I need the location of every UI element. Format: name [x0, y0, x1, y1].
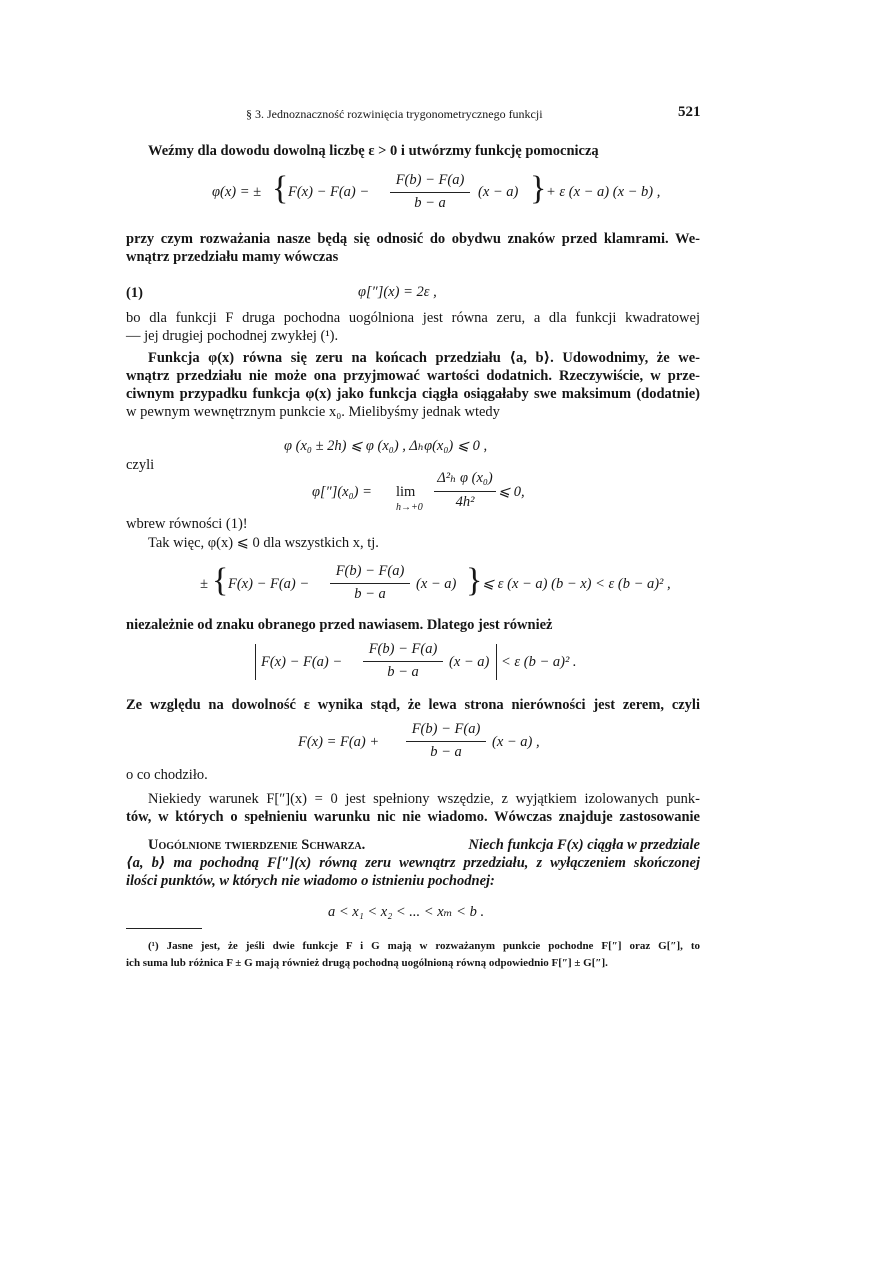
theorem-title: Uogólnione twierdzenie Schwarza.: [148, 837, 366, 853]
paragraph-4-line-4: w pewnym wewnętrznym punkcie x₀. Mielibyśmy jednak wtedy: [126, 404, 500, 420]
paragraph-intro: Weźmy dla dowodu dowolną liczbę ε > 0 i utwórzmy funkcję pomocniczą: [148, 143, 599, 159]
paragraph-4-line-1: Funkcja φ(x) równa się zeru na końcach przedziału ⟨a, b⟩. Udowodnimy, że we-: [148, 350, 700, 366]
eq5-inner-right: (x − a): [449, 654, 490, 670]
paragraph-8-line-2: tów, w których o spełnieniu warunku nic nie wiadomo. Wówczas znajduje zastosowanie: [126, 809, 700, 825]
right-brace: }: [466, 562, 483, 599]
paragraph-7: o co chodziło.: [126, 767, 208, 783]
paragraph-2-line-1: przy czym rozważania nasze będą się odnosić do obydwu znaków przed klamrami. We-: [126, 231, 700, 247]
eq4-lhs: ±: [200, 576, 208, 592]
eq-phi-inner-left: F(x) − F(a) −: [288, 184, 370, 200]
paragraph-8-line-1: Niekiedy warunek F[″](x) = 0 jest spełniony wszędzie, z wyjątkiem izolowanych punk-: [148, 791, 700, 807]
abs-bar-left: [255, 644, 256, 680]
equation-2: φ (x₀ ± 2h) ⩽ φ (x₀) , Δₕφ(x₀) ⩽ 0 ,: [284, 438, 488, 454]
right-brace: }: [530, 170, 547, 207]
eq3-frac-num: Δ²ₕ φ (x₀): [437, 470, 493, 486]
running-header: § 3. Jednoznaczność rozwinięcia trygonometrycznego funkcji: [246, 107, 543, 121]
theorem-line-2: ⟨a, b⟩ ma pochodną F[″](x) równą zeru wewnątrz przedziału, z wyłączeniem skończonej: [126, 855, 700, 871]
theorem-line-1: [148, 836, 700, 854]
eq5-tail: < ε (b − a)² .: [501, 654, 577, 670]
fraction-bar: [434, 491, 496, 492]
eq4-inner-right: (x − a): [416, 576, 457, 592]
eq-phi-frac-den: b − a: [414, 195, 446, 211]
paragraph-2-line-2: wnątrz przedziału mamy wówczas: [126, 249, 339, 265]
eq6-tail: (x − a) ,: [492, 734, 540, 750]
paragraph-wbrew: wbrew równości (1)!: [126, 516, 248, 532]
paragraph-3-line-2: — jej drugiej pochodnej zwykłej (¹).: [126, 328, 339, 344]
equation-1: φ[″](x) = 2ε ,: [358, 284, 437, 300]
paragraph-4-line-2: wnątrz przedziału nie może ona przyjmować wartości dodatnich. Rzeczywiście, w prze-: [126, 368, 700, 384]
left-brace: {: [272, 170, 289, 207]
eq-phi-lhs: φ(x) = ±: [212, 184, 262, 200]
abs-bar-right: [496, 644, 497, 680]
theorem-line-3: ilości punktów, w których nie wiadomo o istnieniu pochodnej:: [126, 873, 495, 889]
eq3-frac-den: 4h²: [455, 494, 475, 510]
eq6-lhs: F(x) = F(a) +: [298, 734, 380, 750]
equation-1-label: (1): [126, 285, 143, 301]
eq3-lhs: φ[″](x₀) =: [312, 484, 372, 500]
paragraph-6: Ze względu na dowolność ε wynika stąd, że lewa strona nierówności jest zerem, czyli: [126, 697, 700, 713]
eq-phi-inner-right: (x − a): [478, 184, 519, 200]
footnote-line-1: (¹) Jasne jest, że jeśli dwie funkcje F i G mają w rozważanym punkcie pochodne F[″] oraz G[″], to: [148, 940, 700, 952]
equation-7: a < x₁ < x₂ < ... < xₘ < b .: [328, 904, 485, 920]
eq-phi-tail: + ε (x − a) (x − b) ,: [546, 184, 661, 200]
eq3-lim-sub: h→+0: [396, 502, 423, 513]
paragraph-4-line-3: ciwnym przypadku funkcja φ(x) jako funkcja ciągła osiągałaby swe maksimum (dodatnie): [126, 386, 700, 402]
theorem-line-1-rest: Niech funkcja F(x) ciągła w przedziale: [468, 837, 700, 853]
footnote-rule: [126, 928, 202, 929]
eq-phi-frac-num: F(b) − F(a): [395, 172, 465, 188]
eq3-lim: lim: [396, 484, 416, 500]
word-czyli: czyli: [126, 457, 155, 473]
paragraph-5: niezależnie od znaku obranego przed nawiasem. Dlatego jest również: [126, 617, 553, 633]
fraction-bar: [330, 583, 410, 584]
paragraph-3-line-1: bo dla funkcji F druga pochodna uogólniona jest równa zeru, a dla funkcji kwadratowej: [126, 310, 700, 326]
fraction-bar: [390, 192, 470, 193]
paragraph-tak-wiec: Tak więc, φ(x) ⩽ 0 dla wszystkich x, tj.: [148, 535, 379, 551]
eq5-frac-den: b − a: [387, 664, 419, 680]
eq4-frac-den: b − a: [354, 586, 386, 602]
eq4-frac-num: F(b) − F(a): [335, 563, 405, 579]
footnote-line-2: ich suma lub różnica F ± G mają również drugą pochodną uogólnioną równą odpowiednio F[″] ± G[″].: [126, 957, 608, 969]
eq6-frac-num: F(b) − F(a): [411, 721, 481, 737]
eq6-frac-den: b − a: [430, 744, 462, 760]
eq3-rhs: ⩽ 0,: [498, 484, 525, 500]
eq4-inner-left: F(x) − F(a) −: [228, 576, 310, 592]
eq4-tail: ⩽ ε (x − a) (b − x) < ε (b − a)² ,: [482, 576, 671, 592]
eq5-frac-num: F(b) − F(a): [368, 641, 438, 657]
page-number: 521: [678, 104, 701, 120]
left-brace: {: [212, 562, 229, 599]
eq5-inner-left: F(x) − F(a) −: [261, 654, 343, 670]
fraction-bar: [406, 741, 486, 742]
fraction-bar: [363, 661, 443, 662]
